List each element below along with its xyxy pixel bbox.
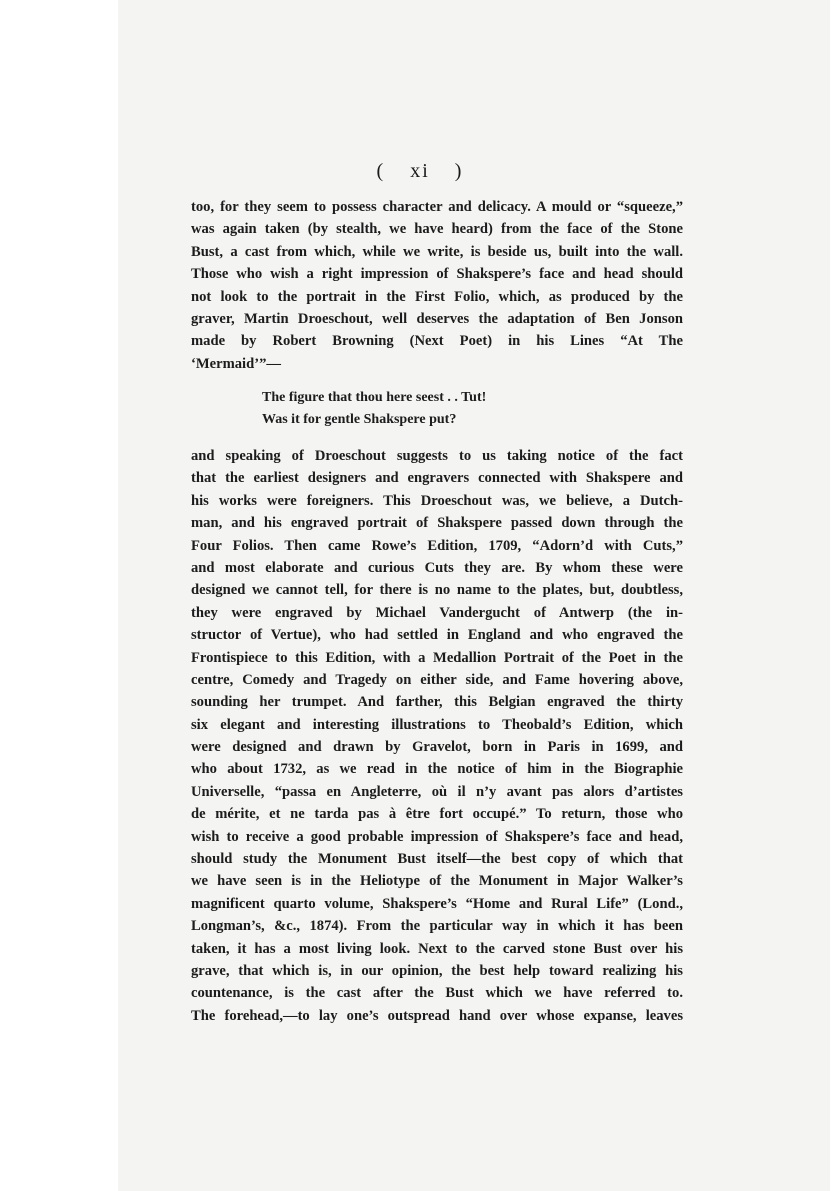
text-line: they were engraved by Michael Vandergucht of Antwerp (the in-: [191, 604, 683, 621]
folio-close-paren: ): [454, 160, 464, 182]
text-line: Those who wish a right impression of Shakspere’s face and head should: [191, 266, 683, 283]
text-line: countenance, is the cast after the Bust which we have referred to.: [191, 985, 683, 1002]
text-line: designed we cannot tell, for there is no name to the plates, but, doubtless,: [191, 582, 683, 599]
text-line: man, and his engraved portrait of Shakspere passed down through the: [191, 515, 683, 532]
page-number: [0, 160, 840, 183]
text-line: Frontispiece to this Edition, with a Medallion Portrait of the Poet in the: [191, 649, 683, 666]
text-line: grave, that which is, in our opinion, the best help toward realizing his: [191, 962, 683, 979]
verse-line: Was it for gentle Shakspere put?: [262, 412, 457, 427]
paragraph-2: [191, 445, 683, 1027]
text-line: and most elaborate and curious Cuts they are. By whom these were: [191, 559, 683, 576]
text-line: was again taken (by stealth, we have heard) from the face of the Stone: [191, 221, 683, 238]
text-line: too, for they seem to possess character and delicacy. A mould or “squeeze,”: [191, 199, 683, 215]
folio-open-paren: (: [376, 160, 386, 182]
text-line: his works were foreigners. This Droeschout was, we believe, a Dutch-: [191, 492, 683, 509]
text-line: not look to the portrait in the First Folio, which, as produced by the: [191, 288, 683, 305]
text-line: sounding her trumpet. And farther, this Belgian engraved the thirty: [191, 694, 683, 711]
text-line: Universelle, “passa en Angleterre, où il n’y avant pas alors d’artistes: [191, 783, 683, 800]
text-line: magnificent quarto volume, Shakspere’s “Home and Rural Life” (Lond.,: [191, 895, 683, 912]
text-line: wish to receive a good probable impression of Shakspere’s face and head,: [191, 828, 683, 845]
paragraph-1: [191, 196, 683, 375]
text-line: graver, Martin Droeschout, well deserves the adaptation of Ben Jonson: [191, 310, 683, 327]
text-line: taken, it has a most living look. Next to the carved stone Bust over his: [191, 940, 683, 957]
text-line: The forehead,—to lay one’s outspread hand over whose expanse, leaves: [191, 1007, 683, 1024]
text-line: structor of Vertue), who had settled in England and who engraved the: [191, 627, 683, 644]
text-line: de mérite, et ne tarda pas à être fort occupé.” To return, those who: [191, 806, 683, 823]
text-line: were designed and drawn by Gravelot, born in Paris in 1699, and: [191, 739, 683, 756]
text-line: centre, Comedy and Tragedy on either side, and Fame hovering above,: [191, 671, 683, 688]
verse-quotation: [262, 387, 486, 431]
text-line: Four Folios. Then came Rowe’s Edition, 1709, “Adorn’d with Cuts,”: [191, 537, 683, 554]
text-line: we have seen is in the Heliotype of the Monument in Major Walker’s: [191, 873, 683, 890]
text-line: ‘Mermaid’”—: [191, 355, 281, 372]
text-line: that the earliest designers and engravers connected with Shakspere and: [191, 470, 683, 487]
text-line: six elegant and interesting illustrations to Theobald’s Edition, which: [191, 716, 683, 733]
text-line: should study the Monument Bust itself—the best copy of which that: [191, 851, 683, 868]
text-line: Longman’s, &c., 1874). From the particular way in which it has been: [191, 918, 683, 935]
text-line: Bust, a cast from which, while we write, is beside us, built into the wall.: [191, 243, 683, 260]
folio-numeral: xi: [410, 160, 430, 182]
text-line: made by Robert Browning (Next Poet) in his Lines “At The: [191, 333, 683, 350]
text-line: and speaking of Droeschout suggests to us taking notice of the fact: [191, 448, 683, 464]
text-line: who about 1732, as we read in the notice of him in the Biographie: [191, 761, 683, 778]
verse-line: The figure that thou here seest . . Tut!: [262, 390, 487, 405]
